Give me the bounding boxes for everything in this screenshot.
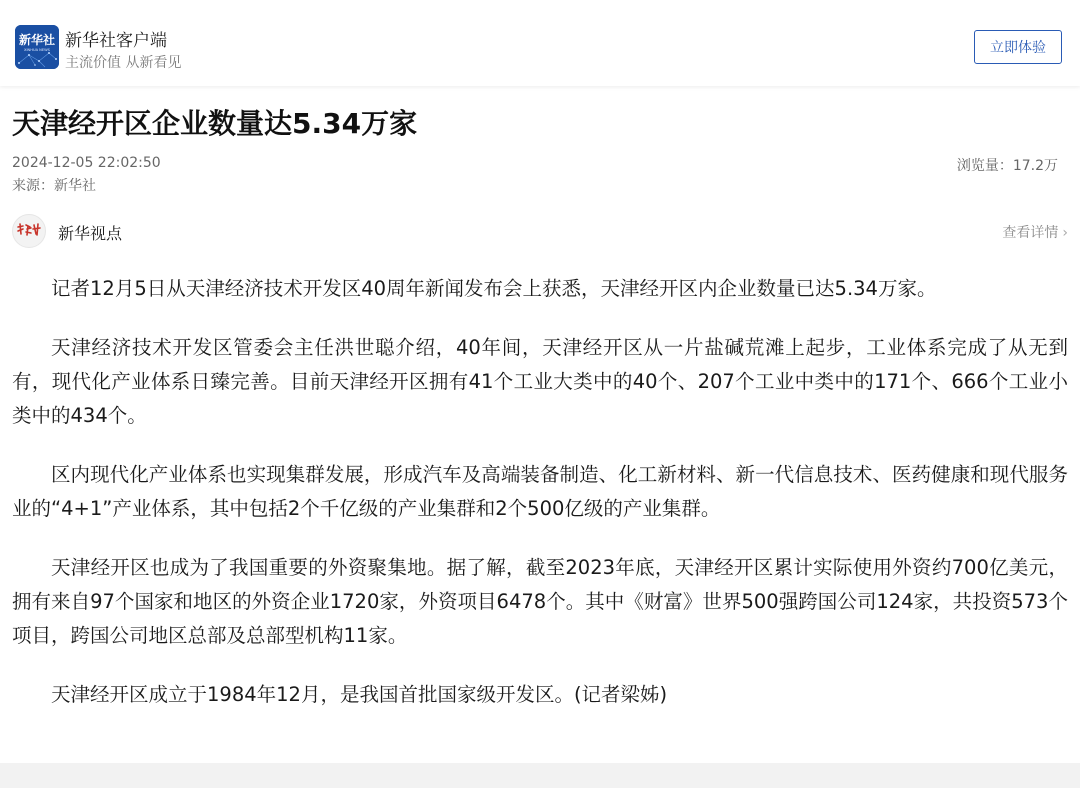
paragraph: 天津经开区也成为了我国重要的外资聚集地。据了解，截至2023年底，天津经开区累计实际使用外资约700亿美元，拥有来自97个国家和地区的外资企业1720家，外资项目6478个。其中《财富》世界500强跨国公司124家，共投资573个项目，跨国公司地区总部及总部型机构11家。 — [12, 556, 1068, 647]
channel-row — [12, 212, 1068, 250]
app-download-banner — [0, 0, 1080, 86]
logo-wordmark: 新华社 — [18, 33, 56, 47]
paragraph: 区内现代化产业体系也实现集群发展，形成汽车及高端装备制造、化工新材料、新一代信息技术、医药健康和现代服务业的“4+1”产业体系，其中包括2个千亿级的产业集群和2个500亿级的产业集群。 — [12, 463, 1068, 520]
paragraph: 天津经济技术开发区管委会主任洪世聪介绍，40年间，天津经开区从一片盐碱荒滩上起步，工业体系完成了从无到有，现代化产业体系日臻完善。目前天津经开区拥有41个工业大类中的40个、207个工业中类中的171个、666个工业小类中的434个。 — [12, 336, 1068, 427]
view-count: 浏览量：17.2万 — [956, 158, 1058, 174]
bottom-divider — [0, 763, 1080, 788]
article-title: 天津经开区企业数量达5.34万家 — [12, 107, 418, 140]
try-now-button[interactable]: 立即体验 — [974, 30, 1062, 64]
app-slogan: 主流价值 从新看见 — [65, 55, 182, 71]
article-body — [12, 272, 1068, 737]
view-details-link[interactable] — [1002, 222, 1068, 242]
app-name: 新华社客户端 — [65, 31, 167, 51]
channel-name[interactable]: 新华视点 — [58, 224, 123, 243]
paragraph: 天津经开区成立于1984年12月，是我国首批国家级开发区。(记者梁姊) — [51, 683, 668, 706]
logo-subtext: XINHUA NEWS — [24, 48, 50, 52]
xinhua-app-logo-icon[interactable] — [15, 25, 59, 69]
publish-time: 2024-12-05 22:02:50 — [12, 155, 161, 171]
article-source: 来源：新华社 — [12, 178, 96, 194]
view-details-label: 查看详情 — [1002, 225, 1059, 241]
paragraph: 记者12月5日从天津经济技术开发区40周年新闻发布会上获悉，天津经开区内企业数量已达5.34万家。 — [51, 277, 937, 300]
xinhua-calligraphy-logo-icon[interactable] — [12, 214, 46, 248]
chevron-right-icon: › — [1062, 225, 1068, 241]
